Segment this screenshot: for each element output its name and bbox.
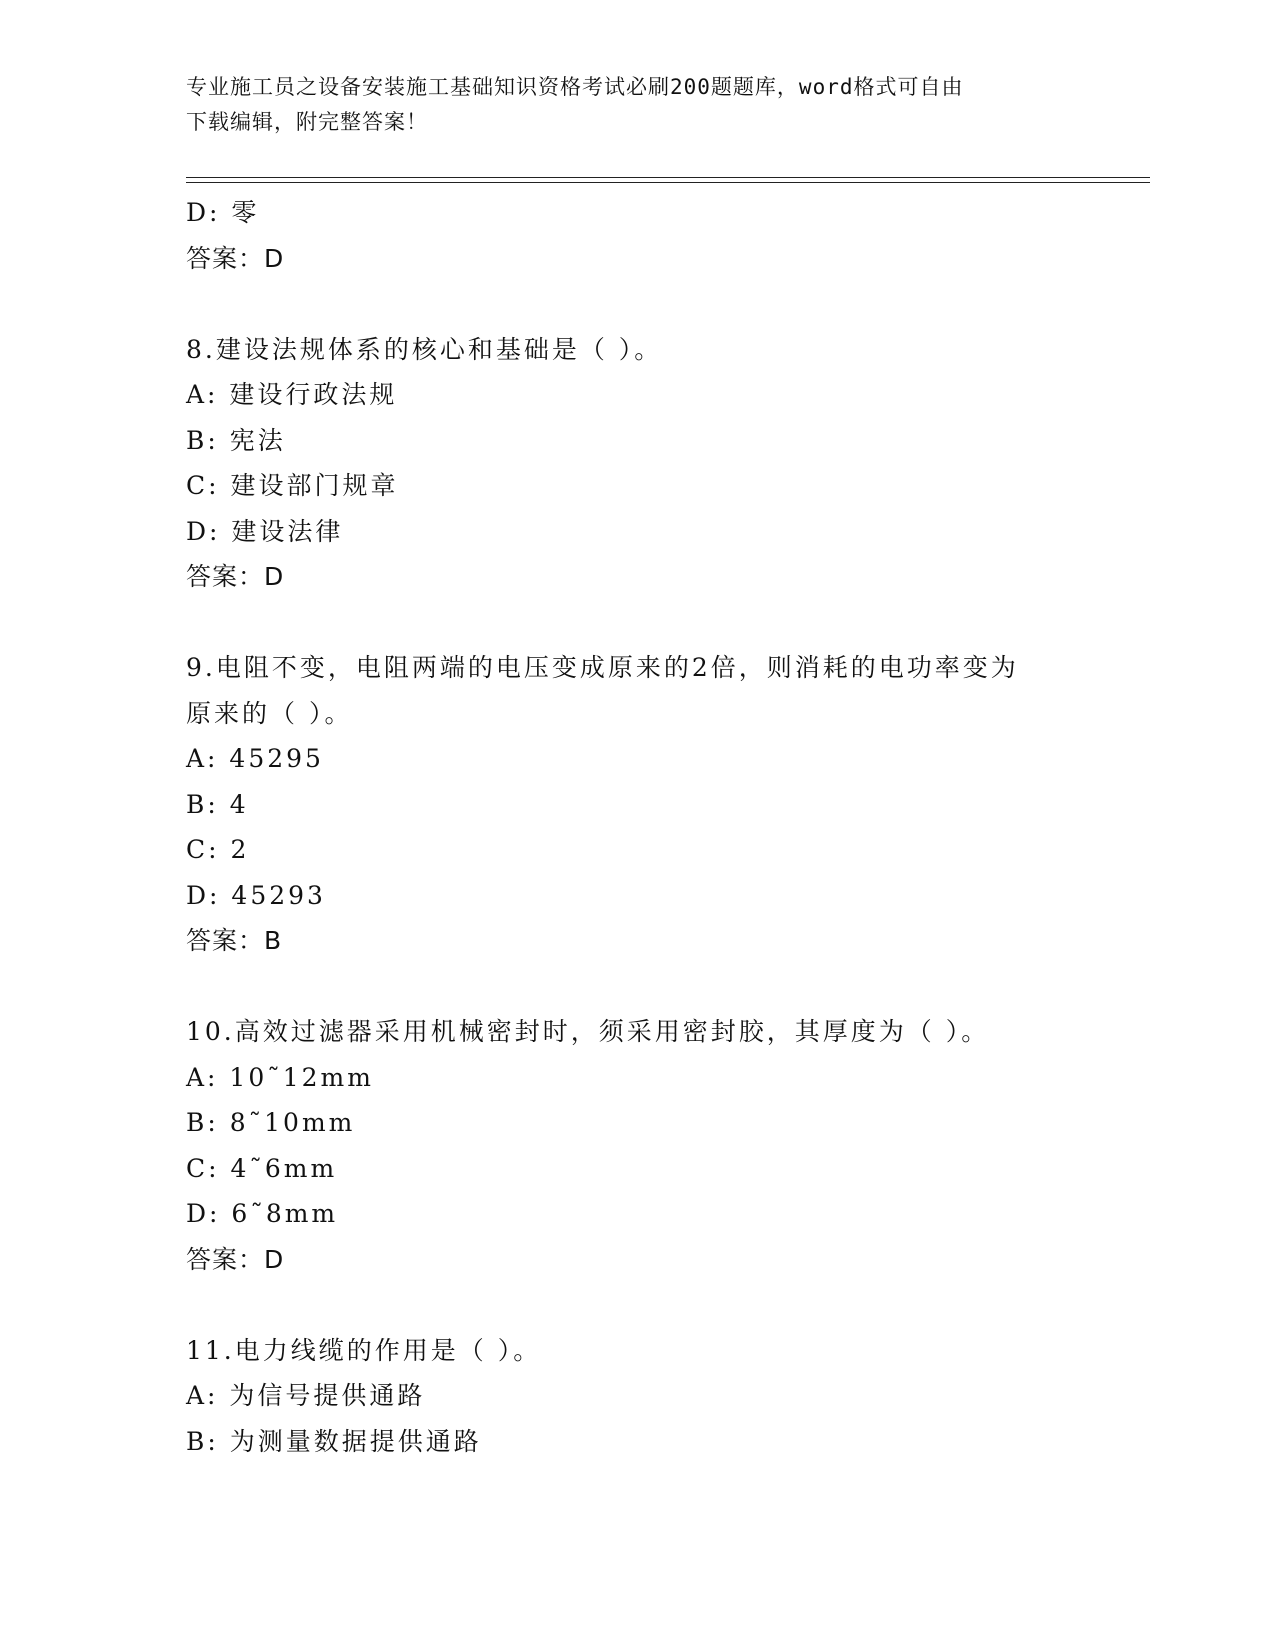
- q8-option-b: B: 宪法: [186, 425, 286, 455]
- q10-option-b: B: 8˜10mm: [186, 1108, 356, 1137]
- header-rule-bottom: [186, 182, 1150, 183]
- header-line-2: 下载编辑，附完整答案！: [186, 110, 428, 134]
- header-rule-top: [186, 177, 1150, 178]
- q9-answer: 答案：B: [186, 926, 283, 955]
- q9-option-b: B: 4: [186, 789, 249, 819]
- q8-option-c: C: 建设部门规章: [186, 471, 399, 500]
- document-header: [186, 70, 1066, 140]
- q11-option-a: A: 为信号提供通路: [186, 1381, 426, 1410]
- q10-option-c: C: 4˜6mm: [186, 1153, 338, 1183]
- q8-option-a: A: 建设行政法规: [186, 380, 398, 409]
- q11-option-b: B: 为测量数据提供通路: [186, 1426, 482, 1456]
- q8-option-d: D: 建设法律: [186, 516, 344, 546]
- q9-option-c: C: 2: [186, 835, 250, 864]
- q9-option-d: D: 45293: [186, 880, 326, 910]
- prev-option-d: D: 零: [186, 198, 260, 227]
- q10-stem: 10.高效过滤器采用机械密封时，须采用密封胶，其厚度为（ ）。: [186, 1017, 990, 1046]
- q9-option-a: A: 45295: [186, 744, 324, 773]
- question-content: [186, 190, 1086, 1464]
- q8-stem: 8.建设法规体系的核心和基础是（ ）。: [186, 334, 663, 364]
- q10-option-d: D: 6˜8mm: [186, 1199, 339, 1228]
- header-line-1: 专业施工员之设备安装施工基础知识资格考试必刷200题题库，word格式可自由: [186, 75, 964, 99]
- q9-stem-line-1: 9.电阻不变，电阻两端的电压变成原来的2倍，则消耗的电功率变为: [186, 653, 1019, 682]
- q10-answer: 答案：D: [186, 1244, 285, 1274]
- q11-stem: 11.电力线缆的作用是（ ）。: [186, 1335, 542, 1365]
- q9-stem-line-2: 原来的（ ）。: [186, 698, 353, 728]
- q10-option-a: A: 10˜12mm: [186, 1062, 374, 1092]
- prev-answer: 答案：D: [186, 243, 285, 273]
- q8-answer: 答案：D: [186, 562, 285, 591]
